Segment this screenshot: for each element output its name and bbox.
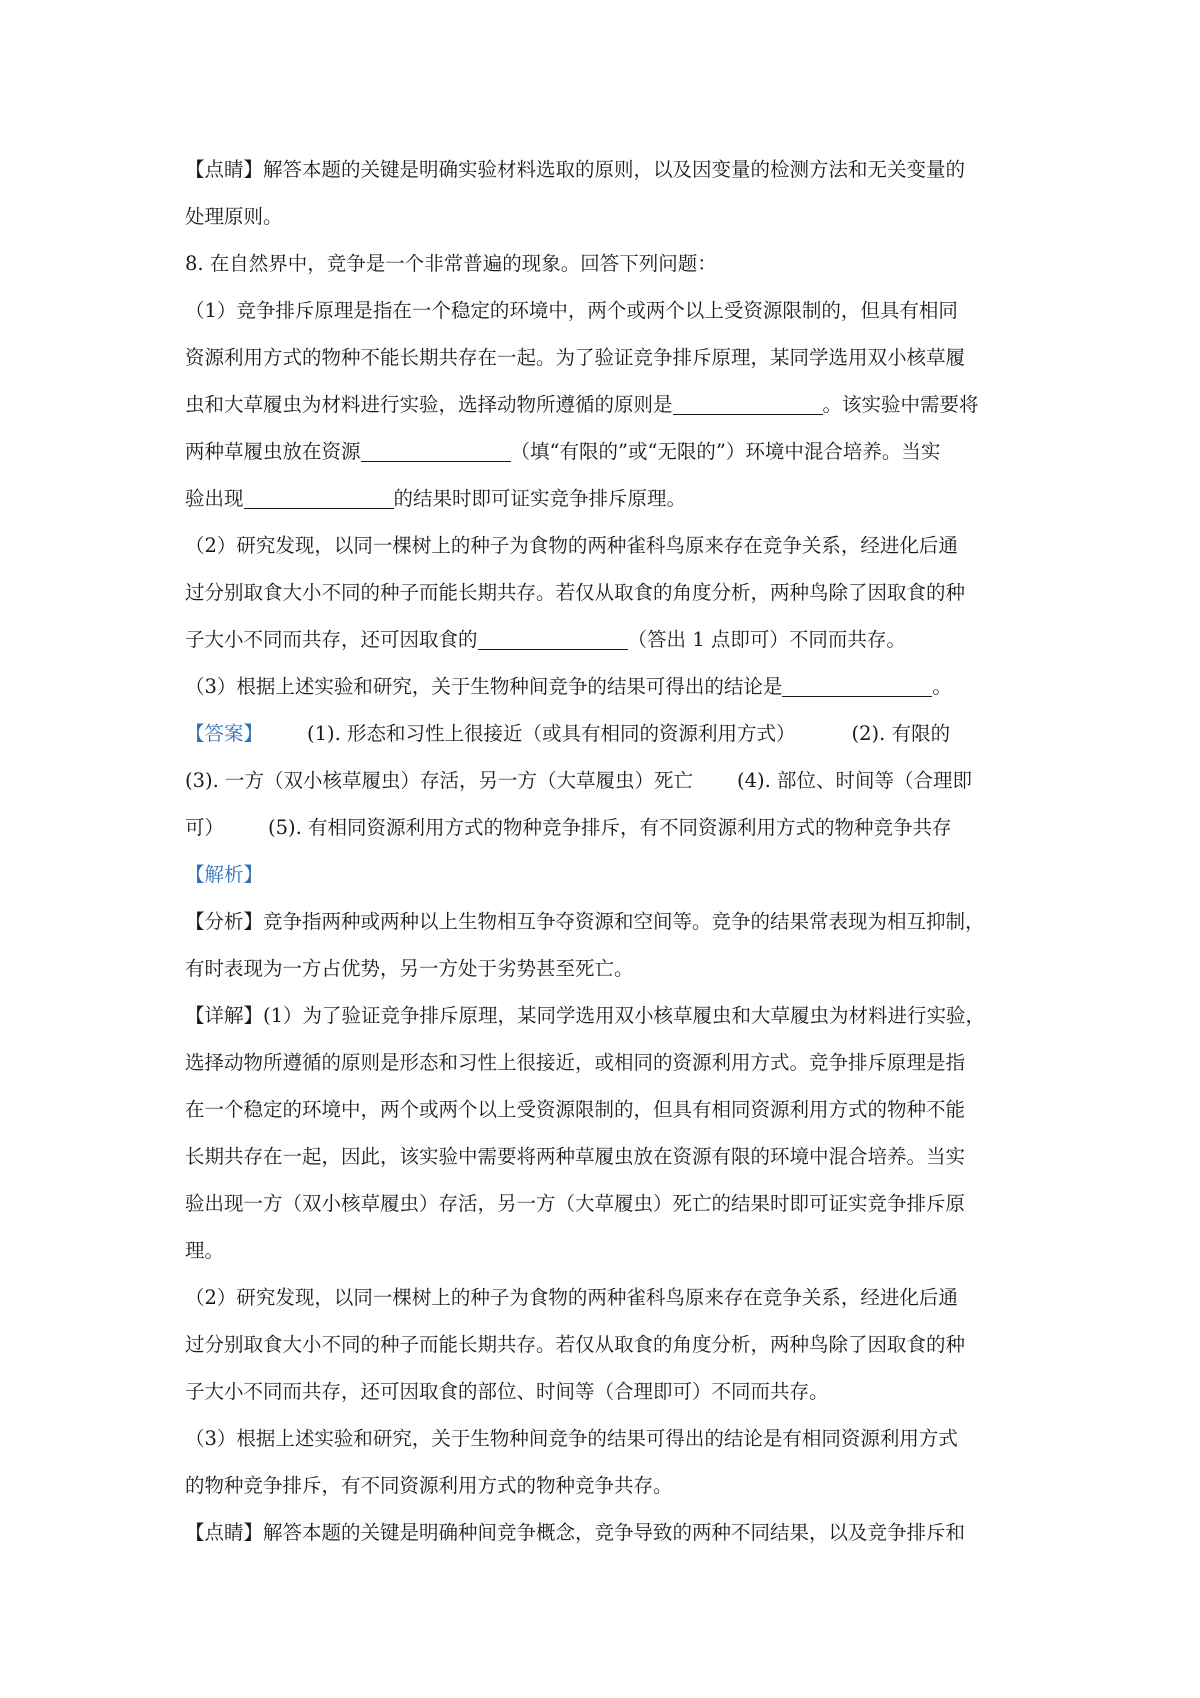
text-line: 在一个稳定的环境中，两个或两个以上受资源限制的，但具有相同资源利用方式的物种不能 xyxy=(185,1098,966,1121)
text-segment: 的结果时即可证实竞争排斥原理。 xyxy=(393,487,687,510)
answer-item-4: (4). 部位、时间等（合理即 xyxy=(737,769,973,792)
text-line: 【详解】(1）为了验证竞争排斥原理，某同学选用双小核草履虫和大草履虫为材料进行实验， xyxy=(185,1004,986,1027)
analysis-heading: 【解析】 xyxy=(185,863,264,886)
answer-line xyxy=(185,804,1030,851)
answer-item-5: (5). 有相同资源利用方式的物种竞争排斥，有不同资源利用方式的物种竞争共存 xyxy=(268,816,952,839)
answer-blank-5 xyxy=(782,674,932,697)
text-line: 【点睛】解答本题的关键是明确实验材料选取的原则，以及因变量的检测方法和无关变量的 xyxy=(185,158,966,181)
text-line: （3）根据上述实验和研究，关于生物种间竞争的结果可得出的结论是有相同资源利用方式 xyxy=(185,1427,958,1450)
text-segment: 。 xyxy=(932,675,952,698)
text-line: （1）竞争排斥原理是指在一个稳定的环境中，两个或两个以上受资源限制的，但具有相同 xyxy=(185,299,958,322)
answer-item-1: (1). 形态和习性上很接近（或具有相同的资源利用方式） xyxy=(307,722,796,745)
text-line: 选择动物所遵循的原则是形态和习性上很接近，或相同的资源利用方式。竞争排斥原理是指 xyxy=(185,1051,966,1074)
text-segment: 子大小不同而共存，还可因取食的 xyxy=(185,628,478,651)
text-segment: （填“有限的”或“无限的”）环境中混合培养。当实 xyxy=(510,440,941,463)
document-body xyxy=(185,146,1030,1556)
text-segment: 验出现 xyxy=(185,487,244,510)
text-segment: （答出 1 点即可）不同而共存。 xyxy=(627,628,906,651)
text-line xyxy=(185,428,1030,475)
text-line xyxy=(185,663,1030,710)
text-line: 【分析】竞争指两种或两种以上生物相互争夺资源和空间等。竞争的结果常表现为相互抑制， xyxy=(185,910,985,933)
text-line xyxy=(185,381,1030,428)
text-line: 长期共存在一起，因此，该实验中需要将两种草履虫放在资源有限的环境中混合培养。当实 xyxy=(185,1145,966,1168)
text-line: 【点睛】解答本题的关键是明确种间竞争概念，竞争导致的两种不同结果，以及竞争排斥和 xyxy=(185,1521,966,1544)
question-8-stem: 8. 在自然界中，竞争是一个非常普遍的现象。回答下列问题： xyxy=(185,252,717,275)
text-line xyxy=(185,616,1030,663)
text-segment: 。该实验中需要将 xyxy=(822,393,979,416)
text-segment: 两种草履虫放在资源 xyxy=(185,440,361,463)
answer-item-4-cont: 可） xyxy=(185,816,225,839)
text-line: （2）研究发现，以同一棵树上的种子为食物的两种雀科鸟原来存在竞争关系，经进化后通 xyxy=(185,534,958,557)
text-line: 过分别取食大小不同的种子而能长期共存。若仅从取食的角度分析，两种鸟除了因取食的种 xyxy=(185,581,966,604)
text-line: （2）研究发现，以同一棵树上的种子为食物的两种雀科鸟原来存在竞争关系，经进化后通 xyxy=(185,1286,958,1309)
text-segment: 虫和大草履虫为材料进行实验，选择动物所遵循的原则是 xyxy=(185,393,673,416)
text-line: 子大小不同而共存，还可因取食的部位、时间等（合理即可）不同而共存。 xyxy=(185,1380,829,1403)
answer-item-3: (3). 一方（双小核草履虫）存活，另一方（大草履虫）死亡 xyxy=(185,769,694,792)
answer-blank-1 xyxy=(673,392,823,415)
text-line: 理。 xyxy=(185,1239,225,1262)
answer-blank-3 xyxy=(244,486,394,509)
answer-blank-2 xyxy=(361,439,511,462)
answer-line xyxy=(185,757,1030,804)
answer-blank-4 xyxy=(478,627,628,650)
text-line: 处理原则。 xyxy=(185,205,283,228)
text-line: 的物种竞争排斥，有不同资源利用方式的物种竞争共存。 xyxy=(185,1474,673,1497)
answer-heading: 【答案】 xyxy=(185,722,264,745)
text-segment: （3）根据上述实验和研究，关于生物种间竞争的结果可得出的结论是 xyxy=(185,675,783,698)
text-line: 验出现一方（双小核草履虫）存活，另一方（大草履虫）死亡的结果时即可证实竞争排斥原 xyxy=(185,1192,966,1215)
answer-item-2: (2). 有限的 xyxy=(851,722,951,745)
answer-line xyxy=(185,710,1030,757)
text-line xyxy=(185,475,1030,522)
text-line: 资源利用方式的物种不能长期共存在一起。为了验证竞争排斥原理，某同学选用双小核草履 xyxy=(185,346,966,369)
text-line: 有时表现为一方占优势，另一方处于劣势甚至死亡。 xyxy=(185,957,634,980)
text-line: 过分别取食大小不同的种子而能长期共存。若仅从取食的角度分析，两种鸟除了因取食的种 xyxy=(185,1333,966,1356)
